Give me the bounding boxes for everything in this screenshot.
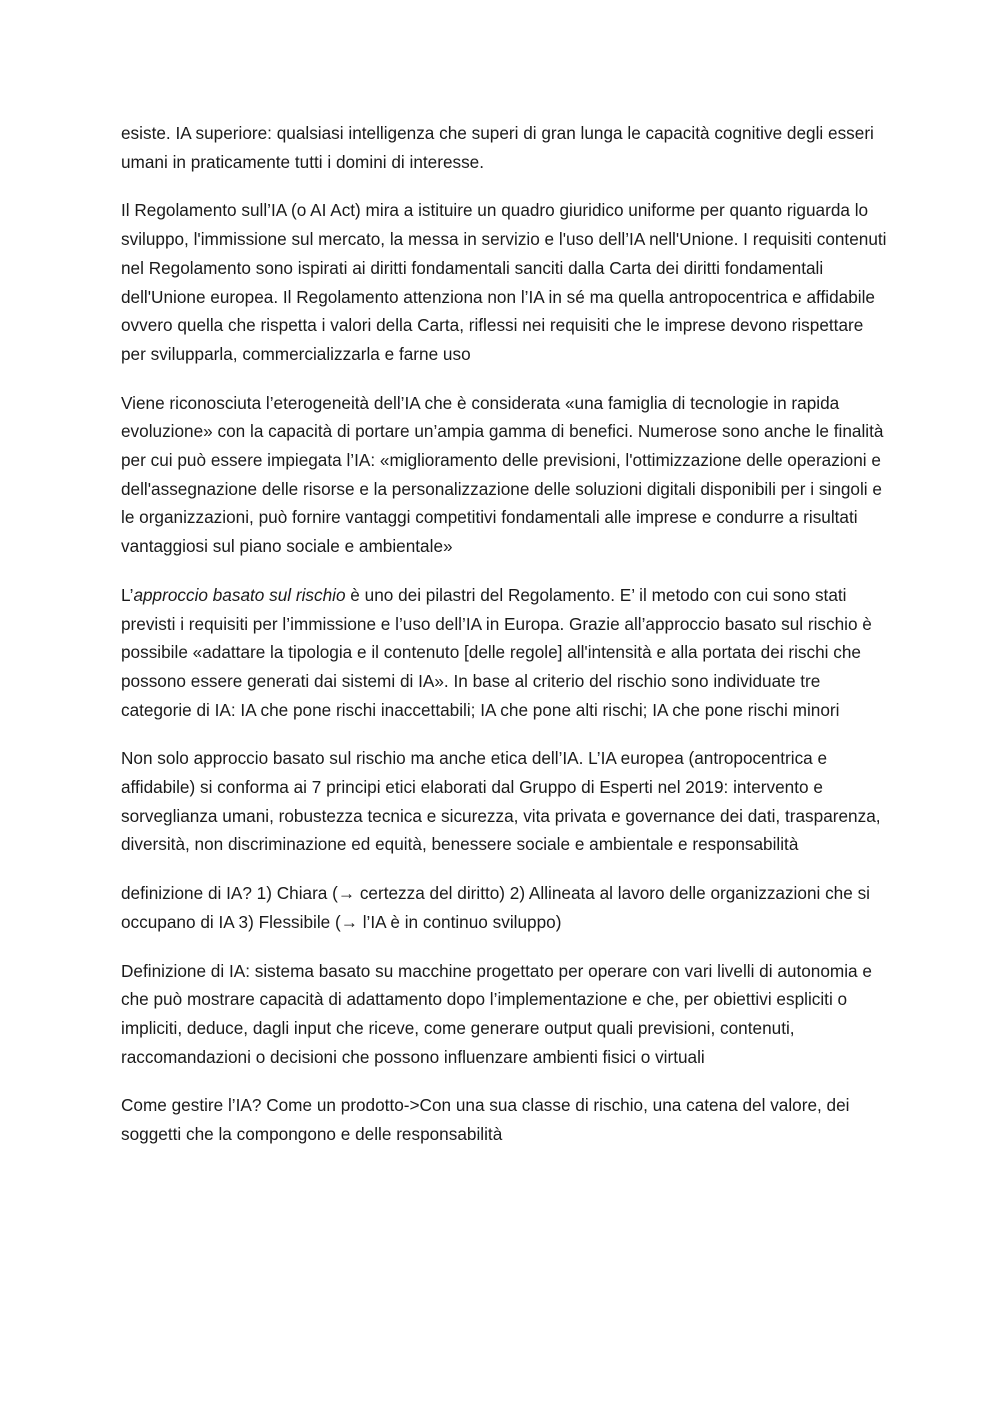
paragraph-approccio-rischio — [121, 581, 891, 725]
paragraph-etica: Non solo approccio basato sul rischio ma anche etica dell’IA. L’IA europea (antropocentrica e affidabile) si conforma ai 7 principi etici elaborati dal Gruppo di Esperti nel 2019: intervento e sorveglianza umani, robustezza tecnica e sicurezza, vita privata e governance dei dati, trasparenza, diversità, non discriminazione ed equità, benessere sociale e ambientale e responsabilità — [121, 748, 881, 855]
approccio-prefix: L’ — [121, 584, 134, 605]
paragraph-ia-superiore: esiste. IA superiore: qualsiasi intelligenza che superi di gran lunga le capacità cognitive degli esseri umani in praticamente tutti i domini di interesse. — [121, 123, 874, 172]
paragraph-eterogeneita: Viene riconosciuta l’eterogeneità dell’IA che è considerata «una famiglia di tecnologie in rapida evoluzione» con la capacità di portare un’ampia gamma di benefici. Numerose sono anche le finalità per cui può essere impiegata l’IA: «miglioramento delle previsioni, l'ottimizzazione delle operazioni e dell'assegnazione delle risorse e la personalizzazione delle soluzioni digitali disponibili per i singoli e le organizzazioni, può fornire vantaggi competitivi fondamentali alle imprese e condurre a risultati vantaggiosi sul piano sociale e ambientale» — [121, 392, 884, 557]
paragraph-definizione-requisiti: definizione di IA? 1) Chiara (→ certezza del diritto) 2) Allineata al lavoro delle organizzazioni che si occupano di IA 3) Flessibile (→ l’IA è in continuo sviluppo) — [121, 883, 870, 932]
document-page — [121, 119, 891, 1169]
approccio-emphasis: approccio basato sul rischio — [133, 584, 346, 605]
paragraph-gestione-ia: Come gestire l’IA? Come un prodotto->Con una sua classe di rischio, una catena del valore, dei soggetti che la compongono e delle responsabilità — [121, 1095, 850, 1145]
approccio-rest: è uno dei pilastri del Regolamento. E’ il metodo con cui sono stati previsti i requisiti per l’immissione e l’uso dell’IA in Europa. Grazie all’approccio basato sul rischio è possibile «adattare la tipologia e il contenuto [delle regole] all'intensità e alla portata dei rischi che possono essere generati dai sistemi di IA». In base al criterio del rischio sono individuate tre categorie di IA: IA che pone rischi inaccettabili; IA che pone alti rischi; IA che pone rischi minori — [121, 584, 872, 720]
paragraph-definizione-ia: Definizione di IA: sistema basato su macchine progettato per operare con vari livelli di autonomia e che può mostrare capacità di adattamento dopo l’implementazione e che, per obiettivi espliciti o impliciti, deduce, dagli input che riceve, come generare output quali previsioni, contenuti, raccomandazioni o decisioni che possono influenzare ambienti fisici o virtuali — [121, 960, 872, 1067]
paragraph-regolamento: Il Regolamento sull’IA (o AI Act) mira a istituire un quadro giuridico uniforme per quanto riguarda lo sviluppo, l'immissione sul mercato, la messa in servizio e l'uso dell’IA nell'Unione. I requisiti contenuti nel Regolamento sono ispirati ai diritti fondamentali sanciti dalla Carta dei diritti fondamentali dell'Unione europea. Il Regolamento attenziona non l’IA in sé ma quella antropocentrica e affidabile ovvero quella che rispetta i valori della Carta, riflessi nei requisiti che le imprese devono rispettare per svilupparla, commercializzarla e farne uso — [121, 200, 887, 364]
